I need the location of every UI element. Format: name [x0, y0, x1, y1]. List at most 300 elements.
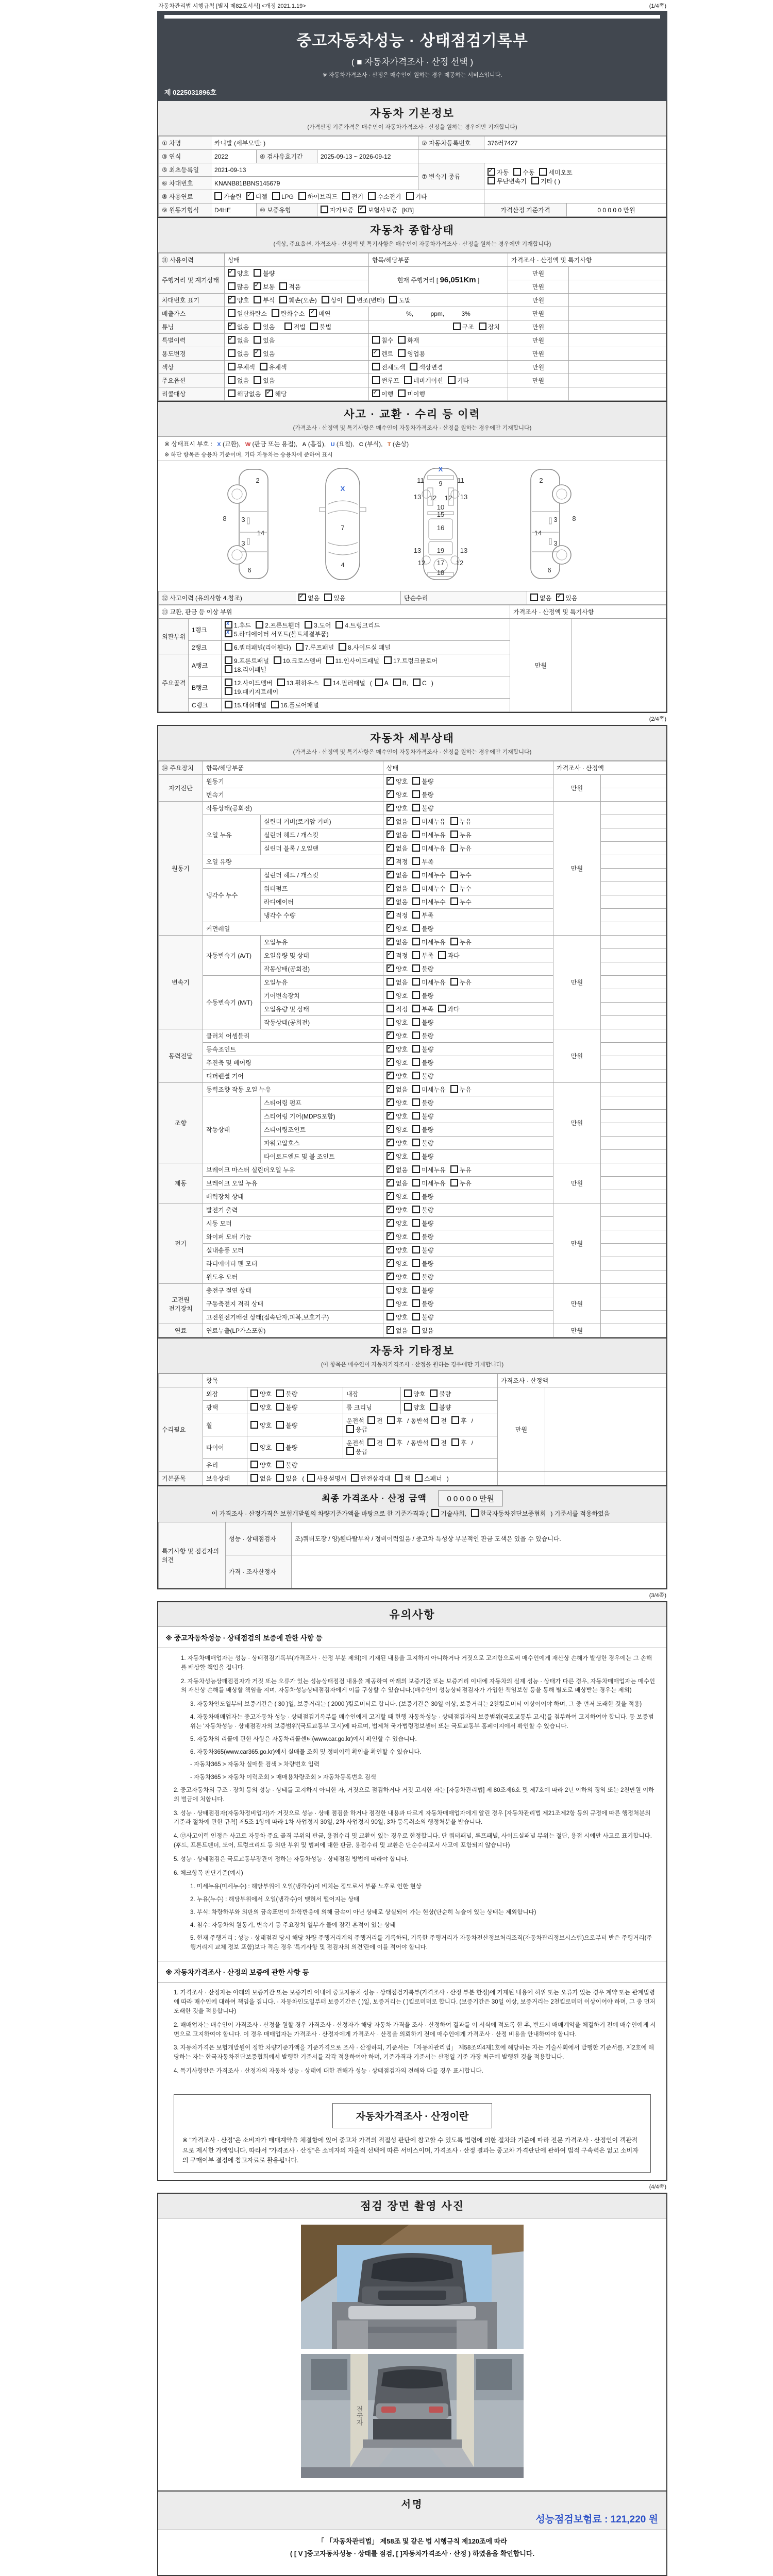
checkbox[interactable] — [412, 1112, 420, 1120]
other-title: 자동차 기타정보 — [370, 1345, 455, 1357]
checkbox-label: 잭 — [404, 1475, 410, 1482]
other-header — [158, 1338, 666, 1374]
checkbox[interactable] — [228, 269, 236, 277]
checkbox[interactable] — [453, 323, 461, 330]
checkbox[interactable] — [276, 1403, 284, 1411]
checkbox[interactable] — [386, 951, 394, 959]
checkbox[interactable] — [250, 1403, 258, 1411]
checkbox[interactable] — [386, 1112, 394, 1120]
remark-cell — [569, 280, 666, 294]
detail-note: (가격조사 · 산정액 및 특기사항은 매수인이 자동차가격조사 · 산정을 원하는 경우에만 기재합니다) — [293, 749, 532, 755]
checkbox[interactable] — [450, 1165, 458, 1173]
checkbox[interactable] — [372, 389, 380, 397]
checkbox[interactable] — [225, 630, 232, 637]
detail-price-cell: 만원 — [553, 1284, 601, 1324]
detail-state-checks — [383, 1230, 553, 1244]
checkbox[interactable] — [412, 1232, 420, 1240]
detail-state-checks — [383, 1190, 553, 1204]
checkbox[interactable] — [322, 296, 329, 303]
checkbox[interactable] — [256, 621, 263, 629]
checkbox[interactable] — [225, 621, 232, 629]
checkbox[interactable] — [412, 804, 420, 811]
checkbox[interactable] — [386, 1219, 394, 1227]
checkbox[interactable] — [375, 679, 383, 686]
checkbox[interactable] — [386, 1259, 394, 1267]
checkbox[interactable] — [450, 884, 458, 892]
state-mark-legend — [158, 437, 666, 450]
checkbox[interactable] — [368, 192, 376, 200]
checkbox[interactable] — [412, 938, 420, 945]
detail-state-checks — [383, 1163, 553, 1177]
checkbox[interactable] — [309, 309, 317, 317]
overall-header — [158, 218, 666, 253]
checkbox-label: 6.쿼터패널(리어휀다) — [234, 644, 291, 651]
checkbox[interactable] — [438, 1005, 446, 1012]
checkbox[interactable] — [412, 951, 420, 959]
checkbox[interactable] — [451, 1438, 459, 1446]
checkbox[interactable] — [277, 679, 285, 686]
checkbox[interactable] — [412, 1326, 420, 1334]
checkbox[interactable] — [250, 1389, 258, 1397]
svg-text:전국자: 전국자 — [355, 2405, 363, 2426]
notice-item: 5. 성능 · 상태점검은 국토교통부장관이 정하는 자동차성능 · 상태점검 방법에 따라야 합니다. — [174, 1856, 409, 1862]
checkbox[interactable] — [346, 1425, 354, 1433]
detail-remark-cell — [601, 962, 666, 976]
checkbox[interactable] — [386, 857, 394, 865]
checkbox-label: 불량 — [422, 778, 434, 785]
checkbox[interactable] — [228, 309, 236, 317]
checkbox[interactable] — [412, 964, 420, 972]
rank-checks — [222, 699, 510, 712]
checkbox[interactable] — [386, 844, 394, 852]
checkbox[interactable] — [412, 1152, 420, 1160]
device-group-label: 원동기 — [159, 802, 203, 936]
detail-state-checks — [383, 1204, 553, 1217]
notice-item: 6. 체크항목 판단기준(예시) — [174, 1870, 243, 1876]
detail-item-label: 충전구 절연 상태 — [203, 1284, 383, 1297]
main-option-checks-1 — [225, 374, 369, 387]
checkbox[interactable] — [335, 621, 343, 629]
checkbox[interactable] — [372, 336, 380, 344]
checkbox[interactable] — [386, 924, 394, 932]
detail-remark-cell — [601, 1177, 666, 1190]
checkbox[interactable] — [254, 376, 261, 384]
checkbox[interactable] — [412, 777, 420, 785]
checkbox[interactable] — [225, 643, 232, 651]
checkbox[interactable] — [228, 363, 236, 370]
checkbox[interactable] — [346, 1447, 354, 1455]
checkbox[interactable] — [412, 1179, 420, 1187]
notice-part2-body — [158, 1982, 666, 2086]
checkbox[interactable] — [412, 1139, 420, 1146]
checkbox[interactable] — [339, 643, 346, 651]
checkbox[interactable] — [272, 192, 280, 200]
other-col-item: 항목 — [203, 1374, 498, 1387]
checkbox[interactable] — [386, 1045, 394, 1053]
notice-item: 5. 자동차의 리콜에 관한 사항은 자동차리콜센터(www.car.go.kr)에서 확인할 수 있습니다. — [190, 1736, 417, 1742]
checkbox[interactable] — [404, 1389, 412, 1397]
checkbox[interactable] — [488, 177, 495, 184]
checkbox[interactable] — [450, 897, 458, 905]
checkbox[interactable] — [389, 296, 397, 303]
checkbox[interactable] — [296, 643, 304, 651]
checkbox[interactable] — [225, 701, 232, 708]
checkbox[interactable] — [386, 991, 394, 999]
checkbox[interactable] — [384, 656, 392, 664]
checkbox[interactable] — [225, 687, 232, 695]
checkbox[interactable] — [412, 924, 420, 932]
checkbox[interactable] — [530, 594, 538, 601]
detail-row — [159, 1163, 666, 1177]
detail-item-label: 연료누출(LP가스포함) — [203, 1324, 383, 1337]
inline-text: / — [471, 1439, 473, 1447]
checkbox[interactable] — [386, 1286, 394, 1294]
checkbox-label: 미세누유 — [422, 832, 446, 839]
checkbox[interactable] — [228, 389, 236, 397]
detail-remark-cell — [601, 1204, 666, 1217]
checkbox[interactable] — [410, 363, 417, 370]
checkbox[interactable] — [228, 282, 236, 290]
checkbox[interactable] — [324, 679, 331, 686]
checkbox[interactable] — [250, 1474, 258, 1482]
checkbox[interactable] — [450, 831, 458, 838]
checkbox[interactable] — [412, 1219, 420, 1227]
checkbox[interactable] — [250, 1443, 258, 1451]
checkbox[interactable] — [556, 594, 564, 601]
detail-subitem-label: 작동상태(공회전) — [261, 1016, 383, 1029]
checkbox[interactable] — [431, 1438, 439, 1446]
checkbox[interactable] — [412, 1165, 420, 1173]
checkbox[interactable] — [531, 177, 539, 184]
checkbox-label: 사용설명서 — [316, 1475, 347, 1482]
checkbox[interactable] — [386, 1299, 394, 1307]
checkbox[interactable] — [228, 296, 236, 303]
checkbox[interactable] — [276, 1389, 284, 1397]
checkbox[interactable] — [386, 884, 394, 892]
checkbox[interactable] — [404, 376, 412, 384]
checkbox[interactable] — [372, 376, 380, 384]
checkbox[interactable] — [393, 679, 401, 686]
checkbox[interactable] — [398, 389, 406, 397]
checkbox[interactable] — [279, 296, 287, 303]
checkbox[interactable] — [386, 1098, 394, 1106]
checkbox[interactable] — [412, 1018, 420, 1026]
checkbox[interactable] — [412, 991, 420, 999]
detail-subitem-label: 냉각수 수량 — [261, 909, 383, 922]
rank-label: C랭크 — [189, 699, 222, 712]
checkbox[interactable] — [386, 790, 394, 798]
checkbox[interactable] — [386, 897, 394, 905]
checkbox[interactable] — [386, 978, 394, 986]
inline-text: ) — [431, 680, 433, 687]
diagram-part-number: 6 — [547, 566, 551, 574]
checkbox[interactable] — [412, 857, 420, 865]
checkbox[interactable] — [254, 323, 261, 330]
detail-state-checks — [383, 949, 553, 962]
checkbox[interactable] — [367, 1416, 375, 1424]
accident-history-label: ⑫ 사고이력 (유의사항 4.참조) — [159, 591, 295, 605]
checkbox[interactable] — [284, 323, 292, 330]
checkbox[interactable] — [412, 817, 420, 825]
checkbox[interactable] — [450, 844, 458, 852]
checkbox[interactable] — [412, 884, 420, 892]
checkbox[interactable] — [513, 168, 521, 176]
checkbox[interactable] — [386, 911, 394, 919]
checkbox[interactable] — [386, 1179, 394, 1187]
checkbox[interactable] — [386, 777, 394, 785]
checkbox-label: 불량 — [422, 1287, 434, 1294]
checkbox[interactable] — [326, 656, 334, 664]
checkbox[interactable] — [412, 871, 420, 878]
checkbox-label: 구조 — [462, 324, 474, 331]
checkbox[interactable] — [398, 336, 406, 344]
checkbox[interactable] — [479, 323, 486, 330]
page-indicator-4: (4/4쪽) — [649, 2184, 666, 2191]
checkbox[interactable] — [386, 1165, 394, 1173]
checkbox[interactable] — [386, 1192, 394, 1200]
checkbox[interactable] — [358, 206, 366, 213]
document-title: 중고자동차성능 · 상태점검기록부 — [296, 32, 528, 49]
checkbox[interactable] — [265, 389, 273, 397]
checkbox-label: 미세누유 — [422, 818, 446, 825]
checkbox[interactable] — [451, 1416, 459, 1424]
checkbox-label: 불량 — [422, 1140, 434, 1147]
checkbox[interactable] — [386, 1152, 394, 1160]
checkbox[interactable] — [386, 817, 394, 825]
notice-part2-header: ※ 자동차가격조사 · 산정의 보증에 관한 사항 등 — [158, 1961, 666, 1982]
checkbox[interactable] — [228, 349, 236, 357]
checkbox[interactable] — [386, 804, 394, 811]
checkbox[interactable] — [260, 363, 267, 370]
checkbox[interactable] — [225, 679, 232, 686]
checkbox[interactable] — [450, 978, 458, 986]
notice-item: 3. 자동차가격은 보험개발원이 정한 차량기준가액을 기준가격으로 조사 · 산정하되, 기준서는 「자동차관리법」 제58조의4제1호에 해당하는 자는 기술사회에서 발행한 기준서를, 제2호에 해당하는 자는 한국자동차진단보증협회에서 발행한 기준서를 각각 적용하여야 하며, 기준가격과 기준서는 산정일 기준 가장 최근에 발행된 것을 적용합니다. — [174, 2045, 654, 2061]
checkbox-label: 후 — [396, 1417, 402, 1425]
checkbox[interactable] — [412, 1045, 420, 1053]
detail-item-label: 브레이크 마스터 실린더오일 누유 — [203, 1163, 383, 1177]
checkbox[interactable] — [415, 1474, 423, 1482]
checkbox-label: 3.도어 — [314, 622, 331, 629]
checkbox[interactable] — [412, 1098, 420, 1106]
price-appraisal-box-text: ※ "가격조사 · 산정"은 소비자가 매매계약을 체결함에 있어 중고차 가격의 적절성 판단에 참고할 수 있도록 법령에 의한 절차와 기준에 따라 전문 가격조사 · 산정인이 객관적으로 제시한 가액입니다. 따라서 "가격조사 · 산정"은 소비자의 자율적 선택에 따른 서비스이며, 가격조사 · 산정 결과는 중고차 가격판단에 관하여 법적 구속력은 없고 소비자의 구매여부 결정에 참고자료로 활용됩니다. — [182, 2136, 638, 2164]
checkbox[interactable] — [386, 938, 394, 945]
inline-text: 운전석 — [346, 1417, 364, 1425]
checkbox[interactable] — [386, 1206, 394, 1213]
checkbox[interactable] — [431, 1416, 439, 1424]
diagram-part-number: 18 — [436, 569, 445, 577]
checkbox[interactable] — [386, 964, 394, 972]
checkbox[interactable] — [412, 897, 420, 905]
checkbox[interactable] — [347, 296, 355, 303]
checkbox[interactable] — [276, 1421, 284, 1429]
checkbox[interactable] — [386, 1018, 394, 1026]
checkbox[interactable] — [250, 1461, 258, 1468]
inline-text: (판금 또는 용접), — [250, 440, 299, 448]
checkbox[interactable] — [431, 1509, 439, 1517]
checkbox[interactable] — [254, 336, 261, 344]
checkbox-label: 5.라디에이터 서포트(볼트체결부품) — [234, 631, 329, 638]
checkbox[interactable] — [254, 282, 261, 290]
checkbox[interactable] — [386, 1139, 394, 1146]
checkbox[interactable] — [272, 309, 279, 317]
checkbox-label: 없음 — [396, 872, 408, 879]
checkbox[interactable] — [387, 1438, 395, 1446]
section-signature — [157, 2492, 667, 2576]
detail-subitem-label: 실린더 헤드 / 개스킷 — [261, 828, 383, 842]
checkbox[interactable] — [386, 1232, 394, 1240]
price-cell: 만원 — [508, 347, 569, 361]
checkbox[interactable] — [450, 938, 458, 945]
checkbox[interactable] — [412, 1259, 420, 1267]
checkbox[interactable] — [310, 323, 318, 330]
checkbox[interactable] — [395, 1474, 402, 1482]
checkbox[interactable] — [386, 1072, 394, 1079]
checkbox[interactable] — [450, 1179, 458, 1187]
checkbox[interactable] — [386, 1326, 394, 1334]
inspection-photo-front — [301, 2225, 524, 2349]
checkbox[interactable] — [450, 1085, 458, 1093]
checkbox[interactable] — [412, 790, 420, 798]
checkbox[interactable] — [386, 1246, 394, 1253]
checkbox[interactable] — [398, 349, 406, 357]
checkbox[interactable] — [412, 1005, 420, 1012]
checkbox[interactable] — [274, 656, 281, 664]
checkbox[interactable] — [386, 1085, 394, 1093]
checkbox[interactable] — [324, 594, 332, 601]
checkbox[interactable] — [412, 1072, 420, 1079]
checkbox-label: 양호 — [396, 1140, 408, 1147]
checkbox[interactable] — [412, 1313, 420, 1320]
checkbox-label: 없음 — [237, 377, 249, 384]
checkbox-label: 4.트렁크리드 — [345, 622, 380, 629]
photos-area — [158, 2218, 666, 2490]
checkbox[interactable] — [298, 594, 306, 601]
detail-subitem-label: 스티어링조인트 — [261, 1123, 383, 1137]
checkbox[interactable] — [386, 1125, 394, 1133]
checkbox[interactable] — [276, 1461, 284, 1468]
checkbox[interactable] — [450, 817, 458, 825]
checkbox[interactable] — [386, 871, 394, 878]
checkbox[interactable] — [254, 349, 261, 357]
checkbox[interactable] — [412, 1031, 420, 1039]
checkbox[interactable] — [412, 1246, 420, 1253]
checkbox[interactable] — [412, 831, 420, 838]
state-mark-letter: X — [217, 442, 221, 448]
checkbox[interactable] — [412, 1058, 420, 1066]
checkbox[interactable] — [404, 1403, 412, 1411]
checkbox-label: 미세누유 — [422, 845, 446, 852]
checkbox[interactable] — [448, 376, 456, 384]
notice-item: 4. ⑫사고이력 인정은 사고로 자동차 주요 골격 부위의 판금, 용접수리 및 교환이 있는 경우로 한정합니다. 단 쿼터패널, 루프패널, 사이드실패널 부위는 절단, 용접 시에만 사고로 표기합니다. (후드, 프론트펜더, 도어, 트렁크리드 등 외판 부위 및 범퍼에 대한 판금, 용접수리 및 교환은 단순수리로서 사고에 포함되지 않습니다) — [174, 1833, 652, 1849]
checkbox[interactable] — [386, 1313, 394, 1320]
checkbox[interactable] — [386, 1058, 394, 1066]
checkbox[interactable] — [412, 844, 420, 852]
checkbox[interactable] — [488, 168, 495, 176]
checkbox[interactable] — [225, 665, 232, 673]
basic-info-title: 자동차 기본정보 — [370, 108, 455, 120]
checkbox[interactable] — [386, 1005, 394, 1012]
checkbox[interactable] — [321, 206, 328, 213]
detail-remark-cell — [601, 1163, 666, 1177]
diagram-part-number: 3 — [241, 539, 245, 547]
checkbox[interactable] — [387, 1416, 395, 1424]
rank-label: A랭크 — [189, 654, 222, 676]
checkbox[interactable] — [386, 831, 394, 838]
checkbox[interactable] — [412, 1286, 420, 1294]
checkbox[interactable] — [412, 1192, 420, 1200]
checkbox[interactable] — [246, 192, 254, 200]
checkbox[interactable] — [413, 679, 421, 686]
checkbox[interactable] — [539, 168, 547, 176]
inline-text: ※ 상태표시 부호 : — [164, 440, 214, 448]
checkbox[interactable] — [225, 656, 232, 664]
usage-change-label: 용도변경 — [159, 347, 225, 361]
checkbox[interactable] — [298, 192, 306, 200]
checkbox[interactable] — [271, 701, 279, 708]
checkbox[interactable] — [412, 1206, 420, 1213]
checkbox[interactable] — [307, 1474, 315, 1482]
checkbox[interactable] — [228, 336, 236, 344]
detail-col-device: ⑭ 주요장치 — [159, 761, 203, 775]
checkbox[interactable] — [412, 1085, 420, 1093]
checkbox[interactable] — [276, 1443, 284, 1451]
checkbox[interactable] — [351, 1474, 359, 1482]
checkbox[interactable] — [367, 1438, 375, 1446]
mileage-state-checks — [225, 267, 369, 280]
checkbox[interactable] — [386, 1273, 394, 1280]
notice-item: 2. 중고자동차의 구조 · 장치 등의 성능 · 상태를 고지하지 아니한 자, 거짓으로 점검하거나 거짓 고지한 자는 [자동차관리법] 제 80조제6호 및 제7호에 따라 2년 이하의 징역 또는 2천만원 이하의 벌금에 처합니다. — [174, 1787, 654, 1803]
checkbox[interactable] — [372, 363, 380, 370]
notice-subitem: 4. 침수: 자동차의 원동기, 변속기 등 주요장치 일부가 물에 잠긴 흔적이 있는 상태 — [190, 1922, 396, 1928]
checkbox[interactable] — [412, 1299, 420, 1307]
diagram-part-number: 12 — [444, 494, 452, 502]
diagram-part-number: 14 — [257, 529, 265, 537]
state-mark-letter: A — [302, 442, 307, 448]
checkbox[interactable] — [254, 296, 261, 303]
checkbox-label: 양호 — [396, 1059, 408, 1066]
diagram-part-number: 12 — [417, 559, 426, 567]
checkbox-label: 양호 — [396, 1032, 408, 1040]
car-name-label: ① 차명 — [159, 137, 211, 150]
detail-row — [159, 802, 666, 815]
checkbox[interactable] — [430, 1389, 438, 1397]
checkbox[interactable] — [430, 1403, 438, 1411]
checkbox[interactable] — [412, 978, 420, 986]
checkbox[interactable] — [228, 376, 236, 384]
checkbox[interactable] — [412, 1125, 420, 1133]
checkbox[interactable] — [412, 911, 420, 919]
checkbox[interactable] — [372, 349, 380, 357]
checkbox[interactable] — [386, 1031, 394, 1039]
checkbox[interactable] — [450, 871, 458, 878]
checkbox[interactable] — [250, 1421, 258, 1429]
checkbox[interactable] — [254, 269, 261, 277]
detail-item-label: 발전기 출력 — [203, 1204, 383, 1217]
checkbox[interactable] — [342, 192, 350, 200]
checkbox[interactable] — [438, 951, 446, 959]
checkbox[interactable] — [279, 282, 287, 290]
checkbox-label: 자가보증 — [330, 207, 354, 214]
checkbox[interactable] — [228, 323, 236, 330]
checkbox[interactable] — [471, 1509, 479, 1517]
other-col-blank — [159, 1374, 203, 1387]
checkbox[interactable] — [276, 1474, 284, 1482]
checkbox-label: 양호 — [396, 1287, 408, 1294]
checkbox[interactable] — [406, 192, 414, 200]
checkbox[interactable] — [214, 192, 222, 200]
checkbox[interactable] — [412, 1273, 420, 1280]
checkbox[interactable] — [305, 621, 312, 629]
